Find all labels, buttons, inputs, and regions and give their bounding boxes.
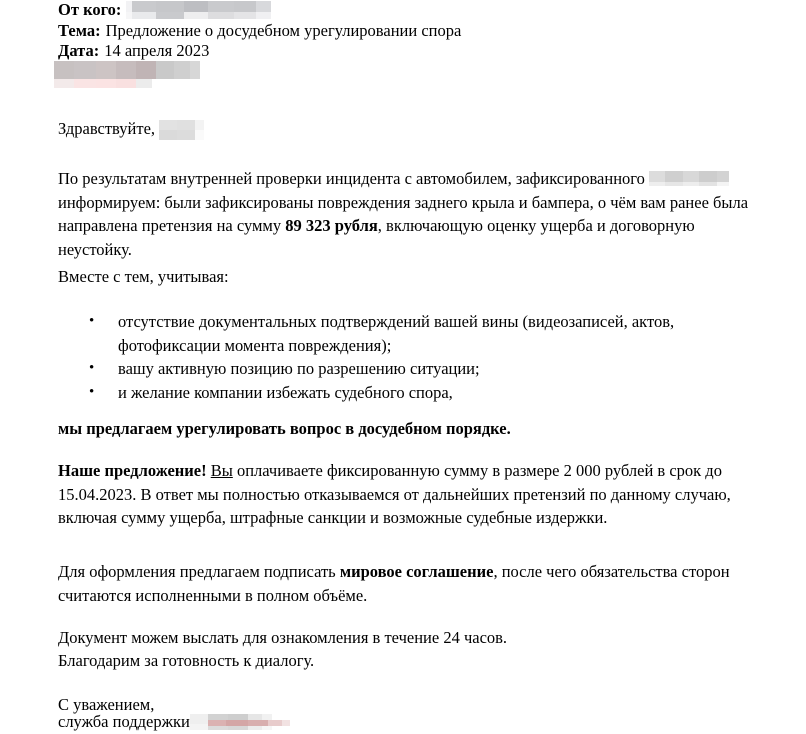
offer-label: Наше предложение!: [58, 461, 207, 480]
to-value-redacted-row-pink: [54, 79, 152, 88]
from-label: От кого:: [58, 0, 122, 19]
offer-pronoun: Вы: [210, 461, 233, 480]
sign-off: С уважением,: [58, 695, 155, 714]
offer-text: оплачиваете фиксированную сумму в размере 2 000 рублей в срок до 15.04.2023. В ответ мы полностью отказываемся от дальнейших претензий по данному случаю, включая сумму ущерба, штрафные санкции и возможные судебные издержки.: [58, 461, 731, 527]
paragraph-incident: [58, 167, 758, 261]
offer-paragraph: [58, 459, 748, 530]
agreement-term: мировое соглашение: [339, 562, 494, 581]
to-value-redacted-row-gray: [54, 61, 200, 79]
date-label: Дата:: [58, 41, 100, 60]
agreement-paragraph: [58, 560, 753, 607]
list-item: • вашу активную позицию по разрешению ситуации;: [58, 357, 758, 381]
subject-value: Предложение о досудебном урегулировании спора: [105, 20, 462, 40]
header-row-date: [58, 41, 754, 62]
paragraph-incident-part1: По результатам внутренней проверки инцидента с автомобилем, зафиксированного: [58, 169, 645, 188]
greeting-name-redacted: [159, 120, 204, 140]
paragraph-incident-part3: , включающую оценку ущерба и договорную неустойку.: [58, 216, 695, 259]
greeting-text: Здравствуйте,: [58, 119, 156, 138]
claim-amount: 89 323 рубля: [285, 216, 378, 235]
list-intro: Вместе с тем, учитывая:: [58, 267, 229, 286]
list-item: • и желание компании избежать судебного спора,: [58, 381, 758, 405]
consideration-list: [58, 310, 758, 404]
header-row-from: [58, 0, 754, 21]
signature-company-redacted-strip: [208, 720, 290, 726]
greeting-line: [58, 117, 204, 141]
to-value-redacted: [54, 61, 200, 88]
document-note: Документ можем выслать для ознакомления в течение 24 часов.: [58, 628, 508, 647]
paragraph-incident-part2: информируем: были зафиксированы повреждения заднего крыла и бампера, о чём вам ранее была направлена претензия на сумму: [58, 192, 749, 235]
agreement-text-after: , после чего обязательства сторон считаются исполненными в полном объёме.: [58, 562, 730, 605]
list-item: • отсутствие документальных подтверждений вашей вины (видеозаписей, актов, фотофиксации момента повреждения);: [58, 310, 758, 357]
subject-label: Тема:: [58, 20, 101, 40]
thanks-note: Благодарим за готовность к диалогу.: [58, 651, 315, 670]
signature-team: служба поддержки: [58, 712, 190, 731]
header-row-subject: [58, 21, 754, 42]
proposal-headline: мы предлагаем урегулировать вопрос в досудебном порядке.: [58, 419, 511, 438]
company-name-redacted: [649, 171, 729, 186]
from-value-redacted: [126, 1, 271, 19]
date-value: 14 апреля 2023: [104, 41, 210, 60]
agreement-text-before: Для оформления предлагаем подписать: [58, 562, 340, 581]
